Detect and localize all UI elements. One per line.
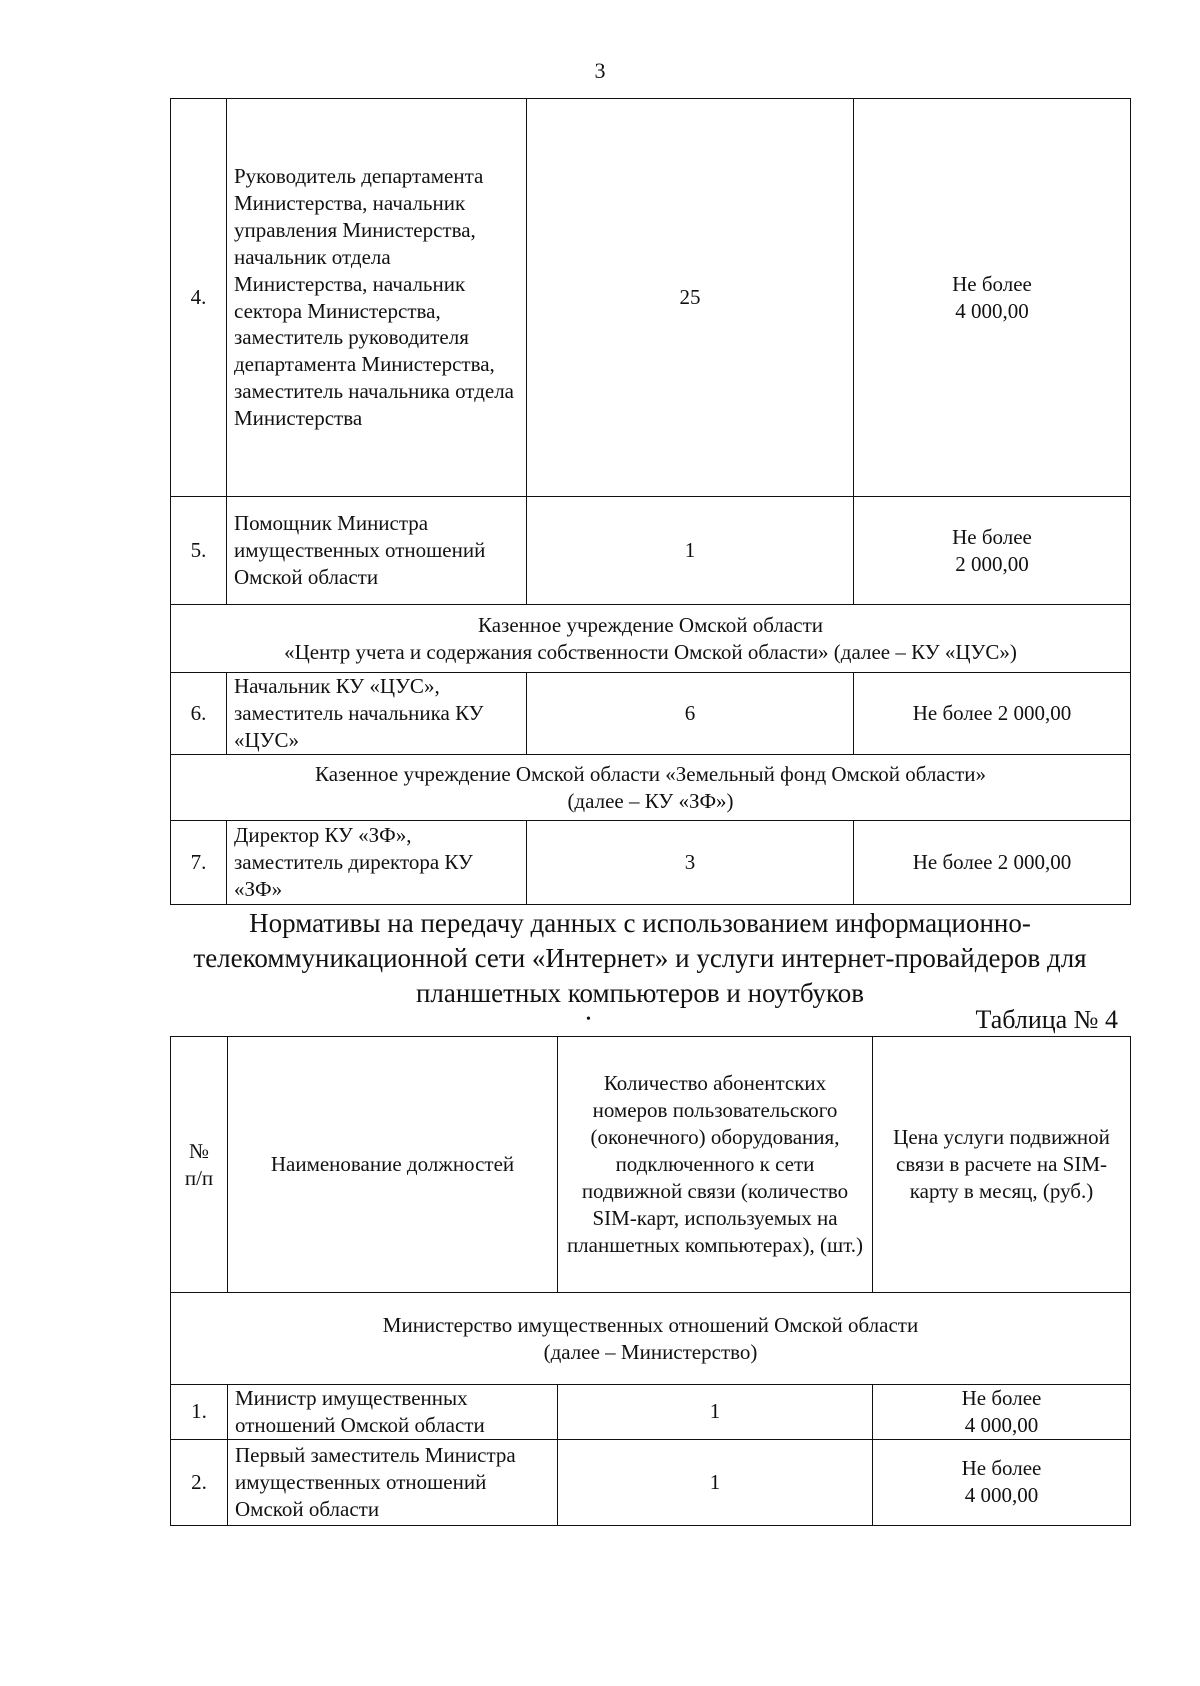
table-row (171, 99, 1131, 497)
header-line: № (188, 1138, 210, 1163)
row-number: 2. (171, 1439, 228, 1525)
section-row (171, 755, 1131, 821)
page-number: 3 (594, 58, 606, 83)
table-row (171, 821, 1131, 905)
price-value: Не более 2 000,00 (854, 821, 1131, 905)
position-name: Начальник КУ «ЦУС», заместитель начальника КУ «ЦУС» (227, 673, 527, 755)
header-quantity: Количество абонентских номеров пользовательского (оконечного) оборудования, подключенного к сети подвижной связи (количество SIM-карт, используемых на планшетных компьютерах), (шт.) (558, 1037, 873, 1293)
row-number: 5. (171, 497, 227, 605)
header-line: п/п (184, 1165, 214, 1190)
price-value (854, 99, 1131, 497)
header-row (171, 1037, 1131, 1293)
table-row (171, 1439, 1131, 1525)
price-value (873, 1439, 1131, 1525)
price-line: 4 000,00 (964, 1412, 1039, 1437)
price-line: Не более (952, 524, 1032, 549)
table-row (171, 497, 1131, 605)
table-row (171, 673, 1131, 755)
row-number: 6. (171, 673, 227, 755)
section-row (171, 1293, 1131, 1385)
row-number: 4. (171, 99, 227, 497)
price-value: Не более 2 000,00 (854, 673, 1131, 755)
heading-line: планшетных компьютеров и ноутбуков (415, 978, 865, 1008)
section-line: Министерство имущественных отношений Омской области (382, 1312, 919, 1337)
position-name: Директор КУ «ЗФ», заместитель директора КУ «ЗФ» (227, 821, 527, 905)
row-number: 1. (171, 1385, 228, 1440)
quantity-value: 3 (527, 821, 854, 905)
section-line: (далее – КУ «ЗФ») (567, 788, 734, 813)
heading-line: Нормативы на передачу данных с использованием информационно- (249, 908, 1031, 938)
section-line: Казенное учреждение Омской области (477, 612, 823, 637)
section-line: Казенное учреждение Омской области «Земельный фонд Омской области» (315, 761, 986, 786)
header-position: Наименование должностей (228, 1037, 558, 1293)
price-value (873, 1385, 1131, 1440)
section-row (171, 605, 1131, 673)
quantity-value: 25 (527, 99, 854, 497)
table-caption: Таблица № 4 (975, 1005, 1118, 1034)
section-header (171, 605, 1131, 673)
price-line: 4 000,00 (955, 298, 1029, 323)
row-number: 7. (171, 821, 227, 905)
price-value (854, 497, 1131, 605)
price-line: Не более (952, 271, 1032, 296)
header-price: Цена услуги подвижной связи в расчете на SIM-карту в месяц, (руб.) (873, 1037, 1131, 1293)
section-line: (далее – Министерство) (543, 1339, 758, 1364)
quantity-value: 6 (527, 673, 854, 755)
price-line: Не более (961, 1386, 1042, 1410)
positions-table-continued (170, 98, 1131, 905)
section-line: «Центр учета и содержания собственности Омской области» (далее – КУ «ЦУС») (284, 639, 1017, 664)
stray-mark: • (586, 1012, 591, 1027)
price-line: Не более (961, 1456, 1042, 1481)
quantity-value: 1 (558, 1385, 873, 1440)
quantity-value: 1 (558, 1439, 873, 1525)
price-line: 4 000,00 (964, 1483, 1039, 1508)
position-name: Помощник Министра имущественных отношений Омской области (227, 497, 527, 605)
heading-line: телекоммуникационной сети «Интернет» и услуги интернет-провайдеров для (193, 943, 1087, 973)
section-header (171, 1293, 1131, 1385)
table-row (171, 1385, 1131, 1440)
price-line: 2 000,00 (955, 551, 1029, 576)
section-header (171, 755, 1131, 821)
sim-card-norms-table (170, 1036, 1131, 1526)
position-name: Первый заместитель Министра имущественных отношений Омской области (228, 1439, 558, 1525)
header-number (171, 1037, 228, 1293)
position-name: Министр имущественных отношений Омской области (228, 1385, 558, 1440)
quantity-value: 1 (527, 497, 854, 605)
section-heading (160, 906, 1120, 1011)
position-name: Руководитель департамента Министерства, начальник управления Министерства, начальник отдела Министерства, начальник сектора Министерства, заместитель руководителя департамента Министерства, заместитель начальника отдела Министерства (227, 99, 527, 497)
